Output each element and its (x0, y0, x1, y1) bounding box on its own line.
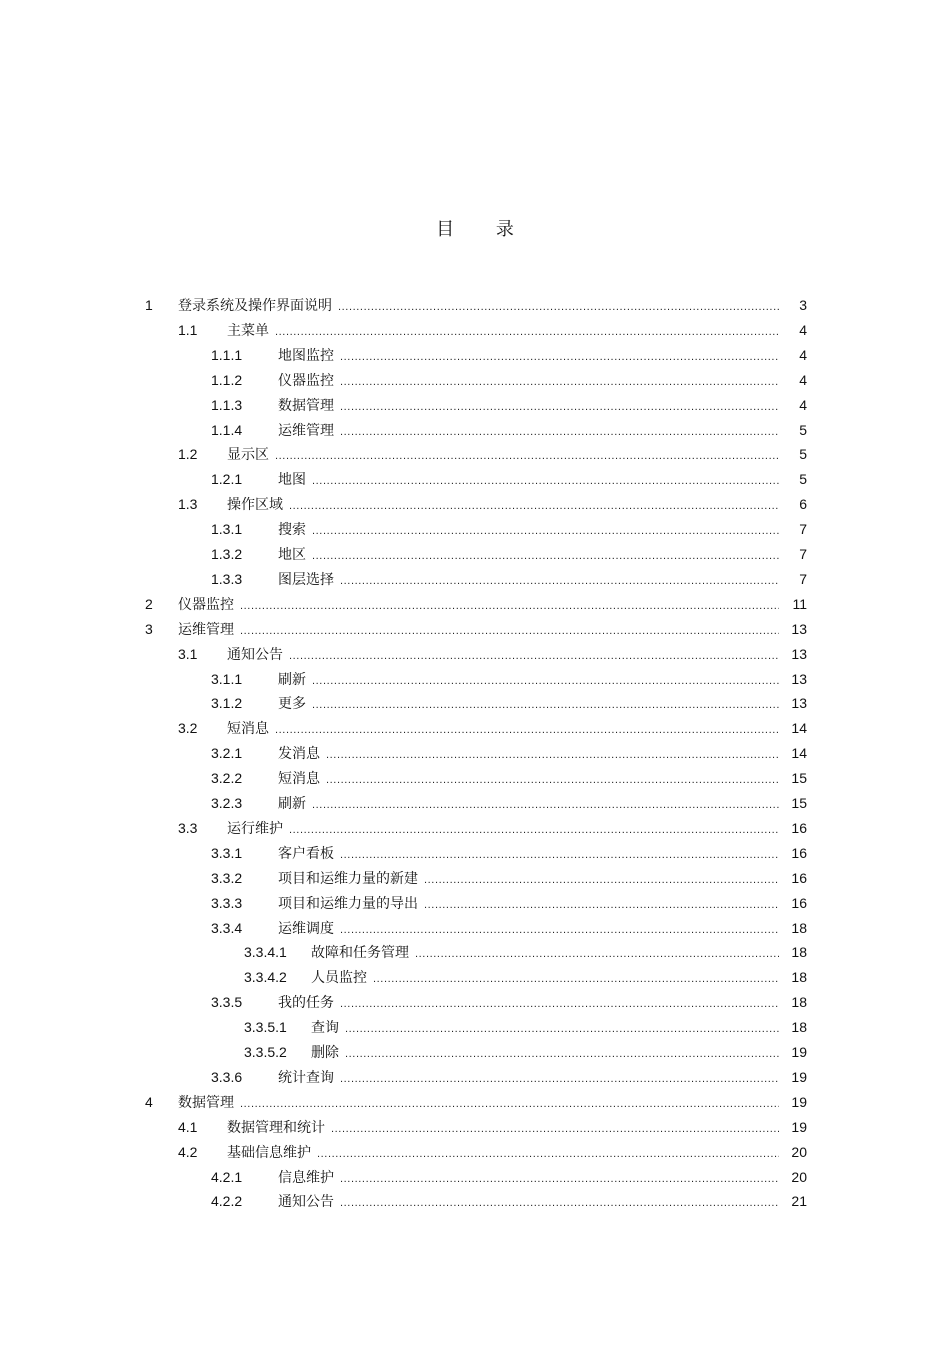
toc-entry-page: 21 (791, 1193, 807, 1210)
toc-entry-label: 统计查询 (278, 1069, 334, 1086)
toc-entry-label: 项目和运维力量的导出 (278, 895, 418, 912)
toc-entry-leader (326, 768, 779, 792)
toc-entry-leader (340, 1167, 779, 1191)
toc-entry-leader (312, 469, 779, 493)
toc-entry-label: 仪器监控 (178, 596, 234, 613)
toc-entry[interactable] (211, 866, 807, 890)
toc-entry-number: 1.1.1 (211, 346, 243, 363)
toc-entry-label: 查询 (311, 1020, 339, 1037)
toc-entry-leader (415, 942, 779, 966)
toc-entry-page: 5 (799, 421, 807, 438)
toc-entry-number: 1.3 (178, 496, 198, 513)
toc-entry-leader (340, 1067, 779, 1091)
toc-entry-leader (312, 544, 779, 568)
toc-entry-leader (312, 669, 779, 693)
toc-entry-leader (326, 743, 779, 767)
toc-entry-leader (312, 693, 779, 717)
toc-entry-number: 4.1 (178, 1118, 198, 1135)
toc-entry[interactable] (211, 741, 807, 765)
toc-entry[interactable] (178, 442, 807, 466)
toc-entry-leader (340, 420, 779, 444)
toc-entry-leader (240, 1092, 779, 1116)
toc-entry-label: 运维管理 (278, 422, 334, 439)
toc-entry-label: 操作区域 (227, 497, 283, 514)
toc-entry[interactable] (211, 916, 807, 940)
toc-entry-label: 客户看板 (278, 845, 334, 862)
toc-entry-page: 7 (799, 521, 807, 538)
toc-entry-leader (312, 793, 779, 817)
toc-entry-leader (289, 644, 779, 668)
toc-entry-number: 1.1.2 (211, 371, 243, 388)
toc-entry-label: 信息维护 (278, 1169, 334, 1186)
toc-entry-label: 运维调度 (278, 920, 334, 937)
toc-entry-label: 发消息 (278, 746, 320, 763)
toc-entry[interactable] (244, 940, 807, 964)
toc-entry[interactable] (211, 667, 807, 691)
toc-entry-label: 通知公告 (227, 646, 283, 663)
toc-entry[interactable] (178, 318, 807, 342)
toc-entry-leader (340, 569, 779, 593)
toc-entry-page: 14 (791, 745, 807, 762)
toc-entry[interactable] (145, 617, 807, 641)
toc-entry-label: 地区 (278, 547, 306, 563)
toc-entry-label: 项目和运维力量的新建 (278, 870, 418, 887)
toc-entry-leader (275, 444, 779, 468)
toc-entry-number: 1.1.3 (211, 396, 243, 413)
toc-entry-number: 3.3 (178, 819, 198, 836)
toc-entry-number: 3.3.5 (211, 994, 243, 1011)
toc-entry-leader (275, 718, 779, 742)
toc-entry-label: 运行维护 (227, 820, 283, 837)
toc-entry-leader (424, 893, 779, 917)
toc-entry-label: 地图监控 (278, 347, 334, 364)
toc-entry-leader (312, 519, 779, 543)
toc-entry-leader (340, 992, 779, 1016)
toc-entry[interactable] (211, 791, 807, 815)
toc-entry-label: 图层选择 (278, 571, 334, 588)
toc-entry-label: 数据管理 (178, 1094, 234, 1111)
toc-entry-page: 15 (791, 770, 807, 787)
toc-entry-number: 3.2 (178, 720, 198, 737)
toc-entry[interactable] (244, 965, 807, 989)
toc-entry-number: 3.3.5.1 (244, 1019, 287, 1036)
toc-entry[interactable] (211, 343, 807, 367)
toc-entry-leader (331, 1117, 779, 1141)
toc-entry-label: 我的任务 (278, 995, 334, 1012)
toc-entry-page: 4 (799, 346, 807, 363)
toc-entry[interactable] (211, 990, 807, 1014)
toc-entry[interactable] (211, 1165, 807, 1189)
toc-entry-page: 15 (791, 795, 807, 811)
toc-title: 目 录 (436, 219, 532, 240)
toc-entry-leader (340, 918, 779, 942)
toc-entry-leader (317, 1142, 779, 1166)
toc-entry-page: 16 (791, 869, 807, 886)
toc-entry-label: 通知公告 (278, 1194, 334, 1211)
toc-entry-page: 16 (791, 844, 807, 861)
toc-entry-number: 3.3.4.1 (244, 944, 287, 961)
toc-entry-number: 1.3.2 (211, 546, 243, 562)
toc-entry-number: 1.1.4 (211, 421, 243, 438)
toc-entry-page: 16 (791, 894, 807, 911)
toc-entry-page: 19 (791, 1093, 807, 1110)
toc-entry[interactable] (178, 492, 807, 516)
toc-entry[interactable] (178, 816, 807, 840)
toc-entry-page: 7 (799, 546, 807, 562)
toc-entry-leader (240, 594, 779, 618)
toc-entry-label: 短消息 (227, 721, 269, 738)
toc-entry-label: 数据管理和统计 (227, 1119, 325, 1136)
toc-entry-page: 4 (799, 371, 807, 388)
toc-entry-leader (373, 967, 779, 991)
toc-entry-page: 20 (791, 1143, 807, 1160)
toc-entry-label: 刷新 (278, 671, 306, 688)
toc-entry-number: 4.2.1 (211, 1168, 243, 1185)
toc-entry-leader (340, 843, 779, 867)
toc-entry-page: 13 (791, 645, 807, 662)
toc-entry-page: 13 (791, 670, 807, 687)
toc-entry[interactable] (211, 841, 807, 865)
toc-entry-number: 3.3.1 (211, 844, 243, 861)
toc-entry[interactable] (244, 1015, 807, 1039)
toc-entry[interactable] (145, 1090, 807, 1114)
toc-entry-leader (289, 818, 779, 842)
toc-entry-page: 7 (799, 570, 807, 587)
toc-entry-page: 13 (791, 695, 807, 712)
toc-entry-number: 3.3.2 (211, 869, 243, 886)
toc-entry-page: 19 (791, 1068, 807, 1085)
toc-entry-number: 3.2.1 (211, 745, 243, 762)
toc-entry[interactable] (211, 691, 807, 715)
toc-entry-page: 3 (799, 297, 807, 313)
toc-entry-label: 仪器监控 (278, 372, 334, 389)
toc-entry-number: 3.1 (178, 645, 198, 662)
toc-entry-leader (338, 295, 779, 319)
toc-entry-page: 11 (792, 595, 807, 612)
toc-entry-label: 显示区 (227, 447, 269, 464)
toc-entry[interactable] (211, 542, 807, 566)
toc-entry-leader (340, 395, 779, 419)
toc-entry-number: 1.2.1 (211, 471, 243, 488)
toc-entry-number: 3.2.2 (211, 770, 243, 787)
toc-entry-page: 18 (791, 994, 807, 1011)
toc-entry-label: 搜索 (278, 522, 306, 539)
toc-entry-leader (424, 868, 779, 892)
toc-entry-number: 4 (145, 1093, 153, 1110)
toc-entry[interactable] (211, 368, 807, 392)
toc-entry-leader (240, 619, 779, 643)
toc-entry-label: 删除 (311, 1045, 339, 1061)
toc-entry[interactable] (178, 1140, 807, 1164)
toc-entry-number: 1.3.3 (211, 570, 243, 587)
toc-entry-number: 3.3.3 (211, 894, 243, 911)
toc-entry-page: 18 (791, 944, 807, 961)
toc-entry-page: 5 (799, 446, 807, 463)
toc-entry-page: 18 (791, 919, 807, 936)
toc-entry-number: 3 (145, 620, 153, 637)
toc-entry[interactable] (145, 293, 807, 317)
toc-entry[interactable] (145, 592, 807, 616)
toc-entry-number: 3.1.2 (211, 695, 243, 712)
toc-entry-page: 19 (791, 1118, 807, 1135)
toc-entry-page: 20 (791, 1168, 807, 1185)
toc-entry-number: 3.3.4 (211, 919, 243, 936)
toc-entry-label: 主菜单 (227, 322, 269, 339)
toc-entry-leader (340, 1191, 779, 1215)
toc-entry-page: 19 (791, 1044, 807, 1060)
toc-entry[interactable] (211, 891, 807, 915)
toc-entry-page: 18 (791, 969, 807, 986)
toc-entry-number: 1.2 (178, 446, 198, 463)
toc-entry-number: 1.3.1 (211, 521, 243, 538)
toc-entry-leader (289, 494, 779, 518)
toc-entry-label: 人员监控 (311, 970, 367, 987)
toc-entry-label: 数据管理 (278, 397, 334, 414)
toc-entry-label: 登录系统及操作界面说明 (178, 298, 332, 314)
toc-entry-number: 3.3.5.2 (244, 1044, 287, 1060)
toc-entry-leader (345, 1042, 779, 1066)
toc-entry-number: 1.1 (178, 321, 198, 338)
toc-entry-number: 1 (145, 297, 153, 313)
toc-entry[interactable] (211, 1065, 807, 1089)
toc-entry[interactable] (211, 766, 807, 790)
toc-entry-label: 运维管理 (178, 621, 234, 638)
toc-entry[interactable] (211, 1189, 807, 1213)
toc-entry-label: 地图 (278, 472, 306, 489)
toc-entry[interactable] (178, 716, 807, 740)
toc-entry[interactable] (178, 642, 807, 666)
toc-entry-leader (340, 345, 779, 369)
toc-entry-page: 13 (791, 620, 807, 637)
toc-entry[interactable] (211, 418, 807, 442)
toc-entry-leader (345, 1017, 779, 1041)
toc-entry-page: 6 (799, 496, 807, 513)
toc-entry-number: 2 (145, 595, 153, 612)
toc-entry-number: 3.1.1 (211, 670, 243, 687)
toc-entry-number: 3.3.4.2 (244, 969, 287, 986)
toc-entry[interactable] (211, 517, 807, 541)
toc-entry-label: 刷新 (278, 796, 306, 812)
toc-entry-page: 18 (791, 1019, 807, 1036)
toc-entry-page: 5 (799, 471, 807, 488)
toc-entry[interactable] (211, 567, 807, 591)
toc-entry[interactable] (178, 1115, 807, 1139)
toc-entry-page: 4 (799, 396, 807, 413)
toc-entry-number: 3.2.3 (211, 795, 243, 811)
toc-entry-number: 4.2.2 (211, 1193, 243, 1210)
toc-entry-label: 更多 (278, 696, 306, 713)
toc-entry-leader (340, 370, 779, 394)
toc-entry-page: 16 (791, 819, 807, 836)
toc-entry[interactable] (244, 1040, 807, 1064)
toc-entry-page: 14 (791, 720, 807, 737)
toc-entry-label: 短消息 (278, 771, 320, 788)
toc-entry[interactable] (211, 393, 807, 417)
toc-entry-page: 4 (799, 321, 807, 338)
toc-entry-leader (275, 320, 779, 344)
toc-entry-label: 故障和任务管理 (311, 945, 409, 962)
toc-entry[interactable] (211, 467, 807, 491)
toc-entry-number: 3.3.6 (211, 1068, 243, 1085)
toc-entry-number: 4.2 (178, 1143, 198, 1160)
toc-entry-label: 基础信息维护 (227, 1144, 311, 1161)
